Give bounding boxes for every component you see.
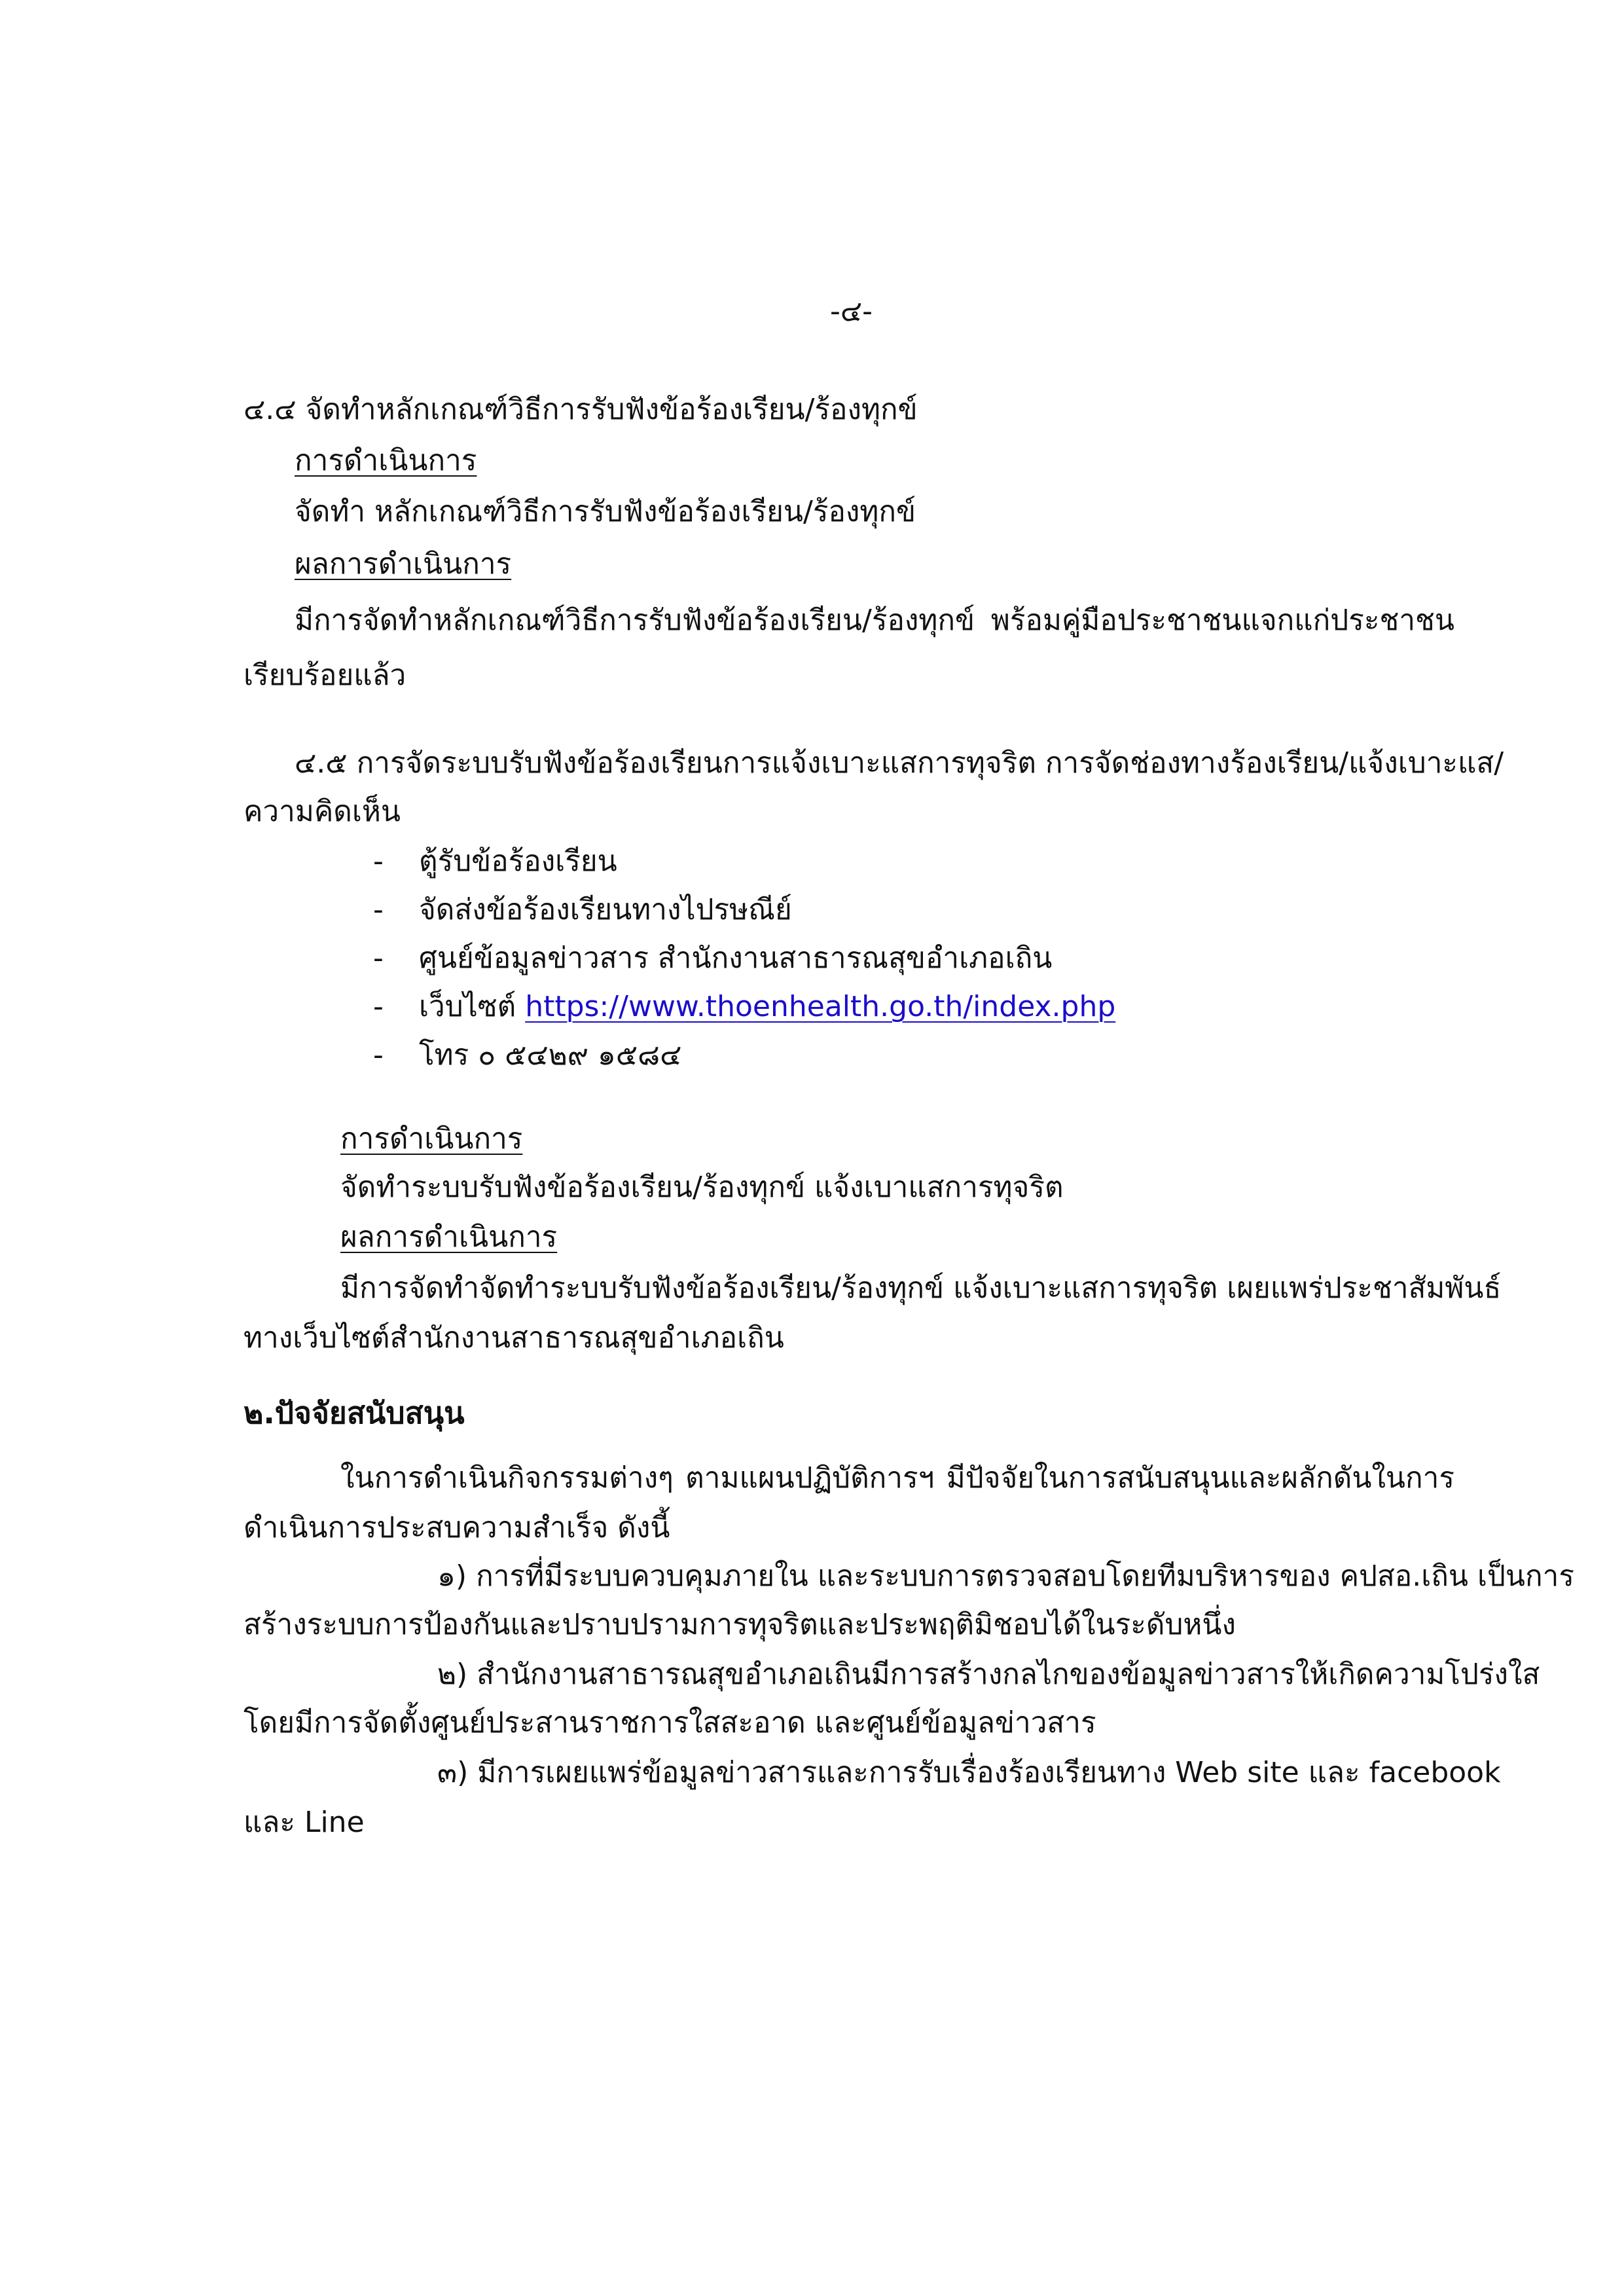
support-item-2-line-2: โดยมีการจัดตั้งศูนย์ประสานราชการใสสะอาด และศูนย์ข้อมูลข่าวสาร — [244, 1706, 1096, 1740]
section-4-5-heading-line-2: ความคิดเห็น — [244, 795, 401, 828]
channel-list-item — [373, 892, 792, 928]
channel-text: ตู้รับข้อร้องเรียน — [419, 845, 617, 878]
list-dash: - — [373, 893, 384, 926]
section-4-4-operation-text: จัดทำ หลักเกณฑ์วิธีการรับฟังข้อร้องเรียน/ร้องทุกข์ — [295, 495, 916, 528]
section-4-4-result-label: ผลการดำเนินการ — [295, 547, 512, 581]
list-dash: - — [373, 990, 384, 1023]
website-link[interactable]: https://www.thoenhealth.go.th/index.php — [525, 990, 1116, 1023]
section-2-heading: ๒.ปัจจัยสนับสนุน — [244, 1395, 465, 1430]
channel-text: โทร ๐ ๕๔๒๙ ๑๕๘๔ — [419, 1038, 682, 1072]
channel-list-item — [373, 843, 617, 880]
section-2-intro-line-2: ดำเนินการประสบความสำเร็จ ดังนี้ — [244, 1511, 670, 1544]
section-4-5-heading-line-1: ๔.๕ การจัดระบบรับฟังข้อร้องเรียนการแจ้งเบาะแสการทุจริต การจัดช่องทางร้องเรียน/แจ้งเบาะแส/ — [295, 746, 1504, 780]
list-dash: - — [373, 941, 384, 975]
section-4-4-result-line-1: มีการจัดทำหลักเกณฑ์วิธีการรับฟังข้อร้องเรียน/ร้องทุกข์ พร้อมคู่มือประชาชนแจกแก่ประชาชน — [295, 604, 1454, 637]
support-item-1-line-1: ๑) การที่มีระบบควบคุมภายใน และระบบการตรวจสอบโดยทีมบริหารของ คปสอ.เถิน เป็นการ — [437, 1559, 1574, 1593]
channel-text: จัดส่งข้อร้องเรียนทางไปรษณีย์ — [419, 893, 792, 926]
section-4-5-operation-label: การดำเนินการ — [340, 1122, 523, 1156]
section-4-5-result-label: ผลการดำเนินการ — [340, 1220, 558, 1254]
channel-list-item — [373, 1037, 681, 1074]
section-4-4-result-line-2: เรียบร้อยแล้ว — [244, 659, 406, 692]
support-item-1-line-2: สร้างระบบการป้องกันและปราบปรามการทุจริตและประพฤติมิชอบได้ในระดับหนึ่ง — [244, 1608, 1236, 1641]
channel-list-item — [373, 940, 1052, 977]
support-item-3-line-2: และ Line — [244, 1806, 365, 1839]
list-dash: - — [373, 845, 384, 878]
section-4-4-heading: ๔.๔ จัดทำหลักเกณฑ์วิธีการรับฟังข้อร้องเรียน/ร้องทุกข์ — [244, 393, 918, 426]
support-item-3-line-1: ๓) มีการเผยแพร่ข้อมูลข่าวสารและการรับเรื่องร้องเรียนทาง Web site และ facebook — [437, 1756, 1501, 1789]
section-4-5-result-line-2: ทางเว็บไซต์สำนักงานสาธารณสุขอำเภอเถิน — [244, 1321, 784, 1355]
list-dash: - — [373, 1038, 384, 1072]
section-4-5-result-line-1: มีการจัดทำจัดทำระบบรับฟังข้อร้องเรียน/ร้องทุกข์ แจ้งเบาะแสการทุจริต เผยแพร่ประชาสัมพันธ์ — [340, 1271, 1502, 1305]
section-2-intro-line-1: ในการดำเนินกิจกรรมต่างๆ ตามแผนปฏิบัติการฯ มีปัจจัยในการสนับสนุนและผลักดันในการ — [340, 1461, 1454, 1495]
section-4-4-operation-label: การดำเนินการ — [295, 444, 477, 477]
section-4-5-operation-text: จัดทำระบบรับฟังข้อร้องเรียน/ร้องทุกข์ แจ้งเบาแสการทุจริต — [340, 1171, 1064, 1204]
channel-text: เว็บไซต์ — [419, 990, 526, 1023]
channel-list-item — [373, 989, 1115, 1025]
channel-text: ศูนย์ข้อมูลข่าวสาร สำนักงานสาธารณสุขอำเภอเถิน — [419, 941, 1053, 975]
support-item-2-line-1: ๒) สำนักงานสาธารณสุขอำเภอเถินมีการสร้างกลไกของข้อมูลข่าวสารให้เกิดความโปร่งใส — [437, 1658, 1540, 1691]
page-number: -๔- — [830, 295, 873, 328]
